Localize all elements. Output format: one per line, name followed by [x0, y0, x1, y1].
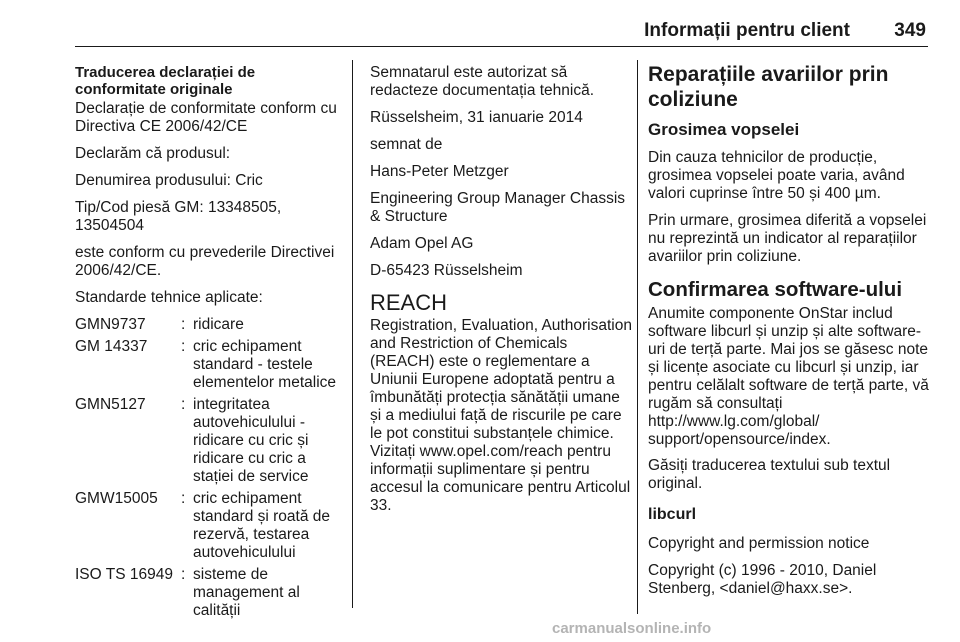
translation-note: Găsiți traducerea textului sub textul original.	[648, 457, 891, 492]
standard-separator: :	[181, 316, 186, 333]
standard-code: ISO TS 16949	[75, 566, 173, 583]
header-title: Informații pentru client	[644, 20, 850, 41]
signatory-authorization: Semnatarul este autorizat să redacteze documentația tehnică.	[370, 64, 595, 99]
standard-description: sisteme de management al calității	[193, 566, 300, 619]
paint-thickness-text-1: Din cauza tehnicilor de producție, grosimea vopselei poate varia, având valori cuprinse între 50 și 400 µm.	[648, 149, 905, 202]
reach-heading: REACH	[370, 290, 448, 315]
signatory-title: Engineering Group Manager Chassis & Structure	[370, 190, 626, 225]
standard-separator: :	[181, 396, 186, 413]
software-ack-heading: Confirmarea software-ului	[648, 278, 903, 301]
copyright-notice-label: Copyright and permission notice	[648, 535, 870, 552]
standards-row	[75, 312, 343, 334]
watermark: carmanualsonline.info	[552, 620, 712, 637]
signed-by-label: semnat de	[370, 136, 443, 153]
standard-description: cric echipament standard - testele elementelor metalice	[193, 338, 337, 391]
column-divider-1	[352, 60, 353, 608]
paint-thickness-heading: Grosimea vopselei	[648, 120, 800, 139]
conformity-text: este conform cu prevederile Directivei 2006/42/CE.	[75, 244, 335, 279]
standard-separator: :	[181, 566, 186, 583]
standards-row	[75, 334, 343, 392]
column-right	[648, 62, 933, 607]
standard-description: cric echipament standard și roată de rezervă, testarea autovehiculului	[193, 490, 331, 561]
copyright-text: Copyright (c) 1996 - 2010, Daniel Stenberg, <daniel@haxx.se>.	[648, 562, 877, 597]
standard-separator: :	[181, 490, 186, 507]
column-left	[75, 64, 345, 620]
column-divider-2	[637, 60, 638, 614]
standards-row	[75, 486, 343, 562]
page-number: 349	[894, 20, 926, 41]
reach-text: Registration, Evaluation, Authorisation and Restriction of Chemicals (REACH) este o reglementare a Uniunii Europene adoptată pentru a îmbunătăți protecția sănătății umane și a mediului față de riscurile pe care le pot constitui substanțele chimice. Vizitați www.opel.com/reach pentru informații suplimentare și pentru accesul la comunicare pentru Articolul 33.	[370, 317, 632, 514]
standards-row	[75, 392, 343, 486]
standards-label: Standarde tehnice aplicate:	[75, 289, 263, 306]
company-address: D-65423 Rüsselsheim	[370, 262, 523, 279]
collision-repair-heading: Reparațiile avariilor prin coliziune	[648, 63, 889, 111]
declaration-heading: Traducerea declarației de conformitate originale	[75, 64, 256, 98]
standard-description: ridicare	[193, 316, 244, 333]
declaration-intro: Declarație de conformitate conform cu Directiva CE 2006/42/CE	[75, 100, 337, 135]
place-date: Rüsselsheim, 31 ianuarie 2014	[370, 109, 583, 126]
software-ack-text: Anumite componente OnStar includ software libcurl și unzip și alte software-uri de terță parte. Mai jos se găsesc note și licențe asociate cu libcurl și unzip, iar pentru celălalt software de terță parte, vă rugăm să consultați http://www.lg.com/global/ support/opensource/index.	[648, 305, 929, 448]
product-name: Denumirea produsului: Cric	[75, 172, 263, 189]
libcurl-heading: libcurl	[648, 506, 697, 523]
standard-description: integritatea autovehiculului - ridicare cu cric și ridicare cu cric a stației de service	[193, 396, 309, 485]
part-code: Tip/Cod piesă GM: 13348505, 13504504	[75, 199, 282, 234]
standard-code: GMW15005	[75, 490, 158, 507]
standard-code: GM 14337	[75, 338, 148, 355]
page-header	[75, 20, 928, 47]
standard-separator: :	[181, 338, 186, 355]
standard-code: GMN9737	[75, 316, 146, 333]
standards-table	[75, 312, 343, 620]
declaration-statement: Declarăm că produsul:	[75, 145, 231, 162]
standards-row	[75, 562, 343, 620]
paint-thickness-text-2: Prin urmare, grosimea diferită a vopselei nu reprezintă un indicator al reparațiilor avariilor prin coliziune.	[648, 212, 927, 265]
standard-code: GMN5127	[75, 396, 146, 413]
column-middle	[370, 64, 635, 524]
signatory-name: Hans-Peter Metzger	[370, 163, 509, 180]
company-name: Adam Opel AG	[370, 235, 474, 252]
